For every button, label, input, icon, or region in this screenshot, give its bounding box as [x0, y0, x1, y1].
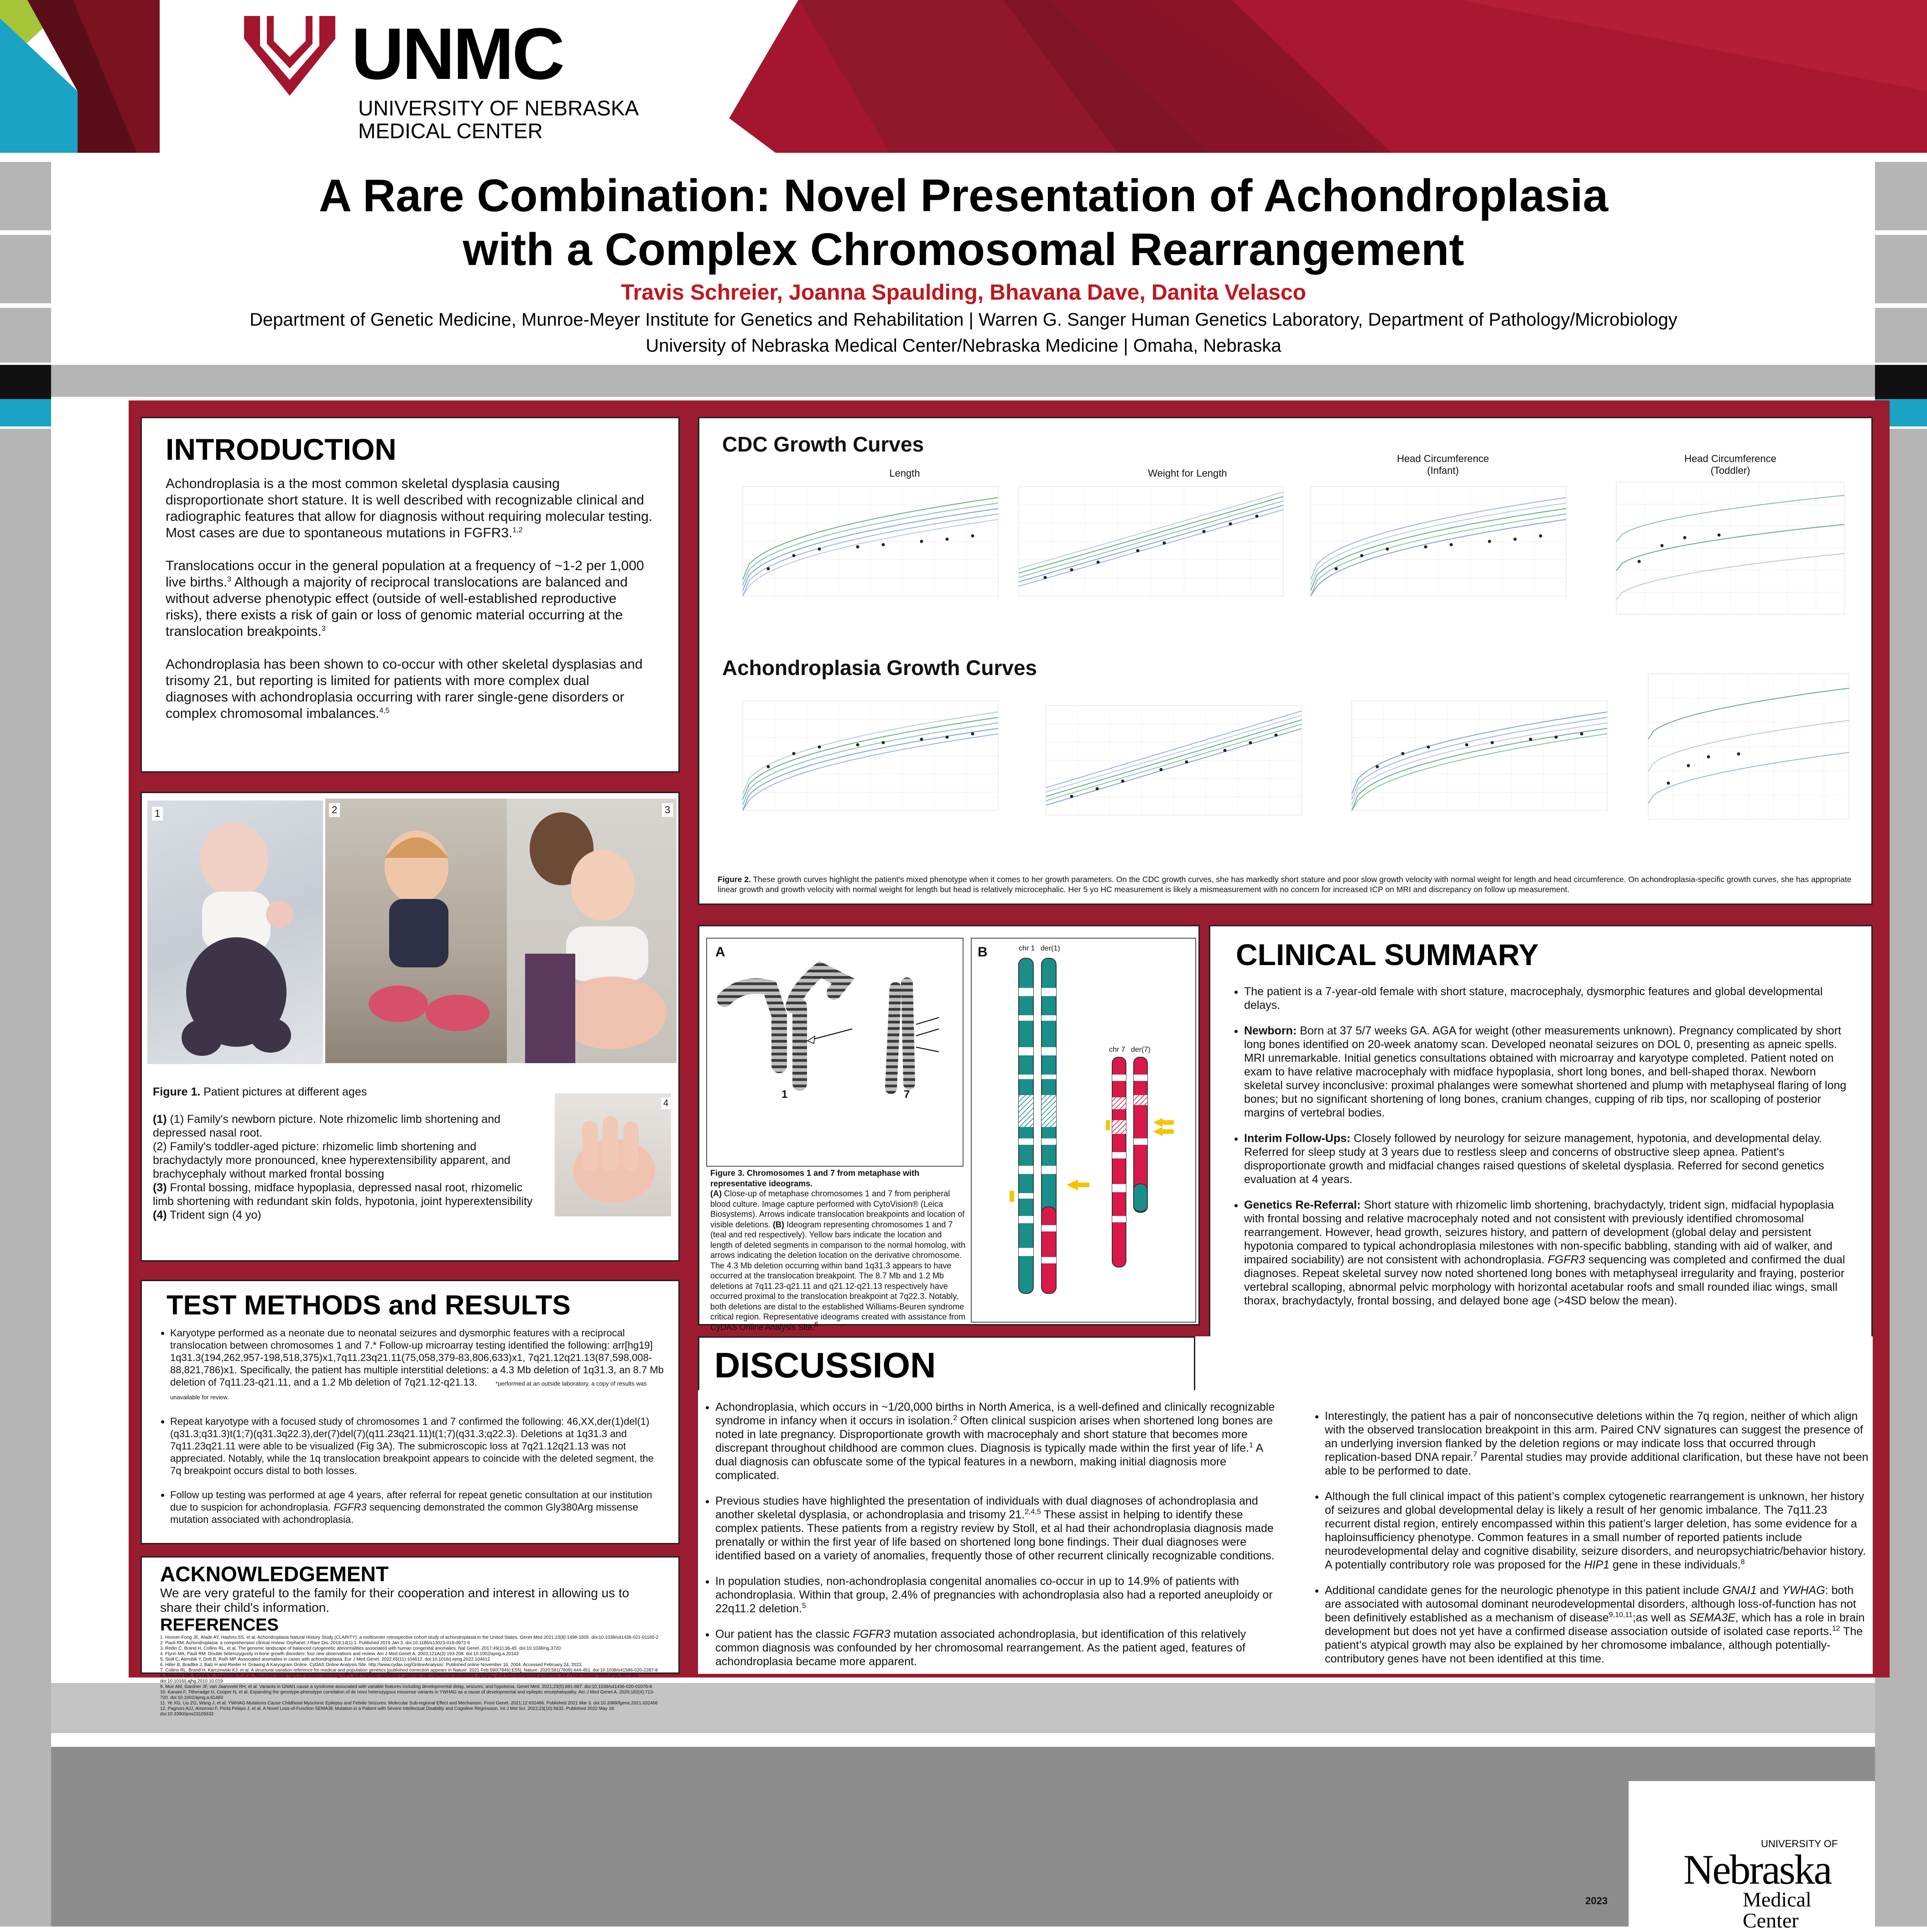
toddler-figure-icon — [325, 799, 507, 1063]
logo-sub1: UNIVERSITY OF NEBRASKA — [358, 96, 639, 120]
cdc-chart-3-data-point — [1335, 567, 1338, 571]
ach-chart-4-data-point — [1707, 755, 1710, 758]
col-label-weight: Weight for Length — [1148, 467, 1227, 479]
footer-logo-top: UNIVERSITY OF — [1761, 1838, 1838, 1849]
authors: Travis Schreier, Joanna Spaulding, Bhavana Dave, Danita Velasco — [621, 280, 1306, 305]
methods-panel — [141, 1280, 680, 1544]
photo-held-child — [507, 799, 677, 1063]
clinical-summary-title: CLINICAL SUMMARY — [1236, 938, 1539, 971]
clinical-bullet-3: • Interim Follow-Ups: Closely followed by neurology for seizure management, hypotonia, and developmental delay. Referred for sleep study at 3 years due to restless sleep and concerns of obstructive sleep apnea. Patient's disproportionate growth and midfacial changes raised questions of skeletal dysplasia. Referred for second genetics evaluation at 4 years. — [1244, 1132, 1853, 1186]
title-line1: A Rare Combination: Novel Presentation of Achondroplasia — [318, 170, 1609, 221]
ach-chart-2-data-point — [1160, 768, 1163, 771]
photo-newborn — [147, 800, 323, 1064]
cdc-chart-1-data-point — [882, 543, 885, 546]
footer-year: 2023 — [1585, 1895, 1608, 1906]
ach-chart-1-data-point — [882, 741, 885, 744]
chr-label-7: 7 — [904, 1088, 910, 1101]
cdc-chart-3-data-point — [1360, 554, 1364, 557]
cdc-chart-3-data-point — [1488, 540, 1491, 543]
reference-item: 2. Pauli RM. Achondroplasia: a comprehensive clinical review. Orphanet J Rare Dis. 2019;14(1):1. Published 2019 Jan 3. doi:10.1186/s13023-018-0972-6 — [160, 1641, 470, 1646]
acknowledgement-panel — [141, 1556, 680, 1717]
cdc-chart-3-data-point — [1386, 547, 1389, 551]
cdc-chart-2-data-point — [1070, 568, 1073, 571]
discussion-title: DISCUSSION — [714, 1345, 936, 1385]
intro-paragraph-2: Translocations occur in the general population at a frequency of ~1-2 per 1,000 live births.$^3$ Although a majority of reciprocal translocations are balanced and without adverse phenotypic effect (outside of well-established reproductive risks), there exists a risk of gain or loss of genomic material occurring at the translocation breakpoints.$^3$ — [166, 558, 644, 639]
discussion-right-2: • Although the full clinical impact of this patient’s complex cytogenetic rearrangement is unknown, her history of seizures and global developmental delay is likely a result of her genomic imbalance. The 7q11.23 recurrent distal region, entirely encompassed within this patient’s larger deletion, has some evidence for a haploinsufficiency phenotype. Common features in a small number of reported patients include neurodevelopmental delay and cognitive disability, seizure disorders, and neuropsychiatric/behavior history. A potentially contributory role was proposed for the HIP1 gene in these individuals.$^8$ — [1325, 1490, 1872, 1572]
intro-paragraph-1: Achondroplasia is a the most common skeletal dysplasia causing disproportionate short stature. It is well described with recognizable clinical and radiographic features that allow for diagnosis without requiring molecular testing. Most cases are due to spontaneous mutations in FGFR3.$^{1,2}$ — [166, 476, 653, 540]
cdc-chart-2-data-point — [1229, 522, 1232, 525]
ach-chart-4-data-point — [1687, 764, 1690, 767]
cdc-chart-1-data-point — [818, 547, 821, 551]
cdc-chart-2-data-point — [1255, 514, 1259, 518]
reference-item: 4. Flynn MA, Pauli RM. Double heterozygosity in bone growth disorders: four new observations and review. Am J Med Genet A. 2003;121A(3):193-208. doi:10.1002/ajmg.a.20143 — [160, 1652, 519, 1657]
title-underline-stripe — [51, 365, 1875, 397]
ideogram-graphic — [971, 938, 1194, 1321]
methods-bullet-1: • Karyotype performed as a neonate due to neonatal seizures and dysmorphic features with a reciprocal translocation between chromosomes 1 and 7.* Follow-up microarray testing identified the following: arr[hg19] 1q31.3(194,262,957-198,518,375)x1,7q11.23q21.11(75,058,379-83,806,633)x1, 7q21.12q21.13(87,598,008-88,821,786)x1. Specifically, the patient has multiple interstitial deletions: a 4.3 Mb deletion of 1q31.3, an 8.7 Mb deletion of 7q11.23-q21.11, and a 1.2 Mb deletion of 7q21.12-q21.13. *performed at an outside laboratory, a copy of results was unavailable for review. — [170, 1327, 666, 1403]
ach-chart-2-data-point — [1224, 749, 1227, 752]
ideo-label-chr7: chr 7 — [1109, 1046, 1125, 1054]
discussion-right-list — [1309, 1409, 1872, 1678]
col-label-length: Length — [889, 467, 920, 479]
methods-title: TEST METHODS and RESULTS — [167, 1290, 571, 1320]
ach-chart-1-data-point — [818, 745, 821, 748]
cdc-chart-3-data-point — [1539, 535, 1542, 538]
cdc-chart-1-data-point — [971, 535, 974, 538]
references-title: REFERENCES — [160, 1615, 279, 1635]
photo-label-2: 2 — [329, 803, 340, 817]
figure1-item-1: (1) (1) Family's newborn picture. Note rhizomelic limb shortening and depressed nasal root. — [153, 1113, 501, 1139]
discussion-left-list — [700, 1400, 1276, 1680]
figure1-item-4: (4) Trident sign (4 yo) — [153, 1209, 261, 1221]
photo-toddler — [325, 799, 507, 1063]
cdc-chart-2-data-point — [1044, 576, 1047, 579]
clinical-bullet-4: • Genetics Re-Referral: Short stature with rhizomelic limb shortening, brachydactyly, trident sign, midfacial hypoplasia with frontal bossing and relative macrocephaly noted and not consistent with previously identified chromosomal rearrangement. However, head growth, seizures history, and pattern of development (global delay and persistent hypotonia compared to typical achondroplasia milestones with non-specific babbling, standing with aid of walker, and impaired sociability) are not consistent with achondroplasia. FGFR3 sequencing was completed and confirmed the dual diagnoses. Repeat skeletal survey now noted shortened long bones with metaphyseal irregularity and fraying, posterior vertebral scalloping, abnormal pelvic morphology with horizontal acetabular roofs and small rounded iliac wings, small thorax, brachydactyly, frontal bossing, and delayed bone age (>4SD below the mean). — [1244, 1198, 1853, 1308]
methods-bullet-3: • Follow up testing was performed at age 4 years, after referral for repeat genetic consultation at our institution due to suspicion for achondroplasia. FGFR3 sequencing demonstrated the common Gly380Arg missense mutation associated with achondroplasia. — [170, 1489, 666, 1526]
clinical-list — [1229, 985, 1853, 1308]
discussion-panel — [698, 1336, 1873, 1674]
ach-chart-1-data-point — [920, 738, 923, 741]
references-list — [160, 1635, 660, 1717]
header-band — [0, 0, 1927, 153]
ach-chart-2-data-point — [1096, 787, 1099, 790]
footer-logo-sub: Medical Center — [1743, 1888, 1812, 1932]
reference-item: 5. Stoll C, Alembik Y, Dott B, Roth MP. Associated anomalies in cases with achondroplasia. Eur J Med Genet. 2022;65(11):104612. doi:10.1016/j.ejmg.2022.104612 — [160, 1657, 490, 1662]
held-child-figure-icon — [507, 799, 677, 1063]
cdc-title: CDC Growth Curves — [722, 432, 924, 456]
cdc-chart-1-data-point — [920, 540, 923, 543]
ach-chart-1-data-point — [792, 752, 796, 755]
introduction-panel — [141, 417, 680, 773]
reference-item: 1. Hoover-Fong JE, Alade AY, Hashmi SS, et al. Achondroplasia Natural History Study (CLARITY): a multicenter retrospective cohort study of achondroplasia in the United States. Genet Med 2021;23(8):1498-1505. doi:10.1038/s41436-021-01165-2 — [160, 1635, 659, 1640]
figure2-caption: Figure 2. These growth curves highlight the patient's mixed phenotype when it comes to her growth parameters. On the CDC growth curves, she has markedly short stature and poor slow growth velocity with normal weight for length and head circumference. On achondroplasia-specific growth curves, she has appropriate linear growth and growth velocity with normal weight for length but head is relatively microcephalic. Her 5 yo HC measurement is likely a mismeasurement with no concern for increased ICP on MRI and discrepancy on follow up measurement. — [718, 875, 1852, 894]
growth-curves-panel — [698, 417, 1873, 905]
ideo-label-der7: der(7) — [1131, 1046, 1151, 1054]
clinical-summary-panel — [1209, 925, 1873, 1371]
acknowledgement-text: We are very grateful to the family for their cooperation and interest in allowing us to share their child's information. — [160, 1586, 630, 1615]
ach-chart-2-data-point — [1249, 741, 1252, 744]
ach-chart-1-data-point — [971, 732, 974, 736]
cdc-chart-4-data-point — [1718, 534, 1721, 537]
cdc-chart-3-data-point — [1424, 545, 1427, 549]
cdc-chart-2-data-point — [1097, 561, 1100, 564]
discussion-right-1: • Interestingly, the patient has a pair of nonconsecutive deletions within the 7q region, neither of which align with the observed translocation breakpoint in this arm. Paired CNV signatures can suggest the presence of an underlying inversion flanked by the deletion regions or may indicate loss that occurred through replication-based DNA repair.$^7$ Parental studies may provide additional clarification, but these have not been able to be performed to date. — [1325, 1409, 1872, 1478]
reference-item: 8. Ramocki MB, Bartnik M, Szafranski P, et al. Recurrent distal 7q11.23 deletion including HIP1 and YWHAG identified in patients with intellectual disabilities, epilepsy, and neurobehavioral problems. Am J Hum Genet. 2010;87(6):857-865. doi:10.1016/j.ajhg.2010.10.019 — [160, 1673, 639, 1684]
discussion-left-2: • Previous studies have highlighted the presentation of individuals with dual diagnoses of achondroplasia and another skeletal dysplasia, or achondroplasia and trisomy 21.$^{2,4,5}$ These assist in helping to identify these complex patients. These patients from a registry review by Stoll, et al had their achondroplasia diagnosis made prenatally or within the first year of life based on shortened long bone findings. Their dual diagnoses were identified based on a variety of anomalies, frequently those of other recurrent clinically recognizable conditions. — [715, 1494, 1276, 1563]
ach-chart-2-data-point — [1275, 733, 1278, 737]
affiliation-2: University of Nebraska Medical Center/Nebraska Medicine | Omaha, Nebraska — [646, 336, 1281, 356]
metaphase-chromosomes-graphic — [706, 938, 962, 1165]
figure3-caption: Figure 3. Chromosomes 1 and 7 from metaphase with representative ideograms. (A) Close-up of metaphase chromosomes 1 and 7 from peripheral blood culture. Image capture performed with CytoVision® (Leica Biosystems). Arrows indicate translocation breakpoints and location of visible deletions. (B) Ideogram representing chromosomes 1 and 7 (teal and red respectively). Yellow bars indicate the location and length of deleted segments in comparison to the normal homolog, with arrows indicating the deletion location on the derivative chromosome. The 4.3 Mb deletion occurring within band 1q31.3 appears to have occurred at the translocation breakpoint. The 8.7 Mb and 1.2 Mb deletions at 7q11.23-q21.11 and q21.12-q21.13 respectively have occurred proximal to the translocation breakpoint at 7q22.3. Notably, both deletions are distal to the established Williams-Beuren syndrome critical region. Representative ideograms created with assistance from CyDAS Online Analysis Site.6 — [710, 1169, 966, 1332]
cdc-chart-1-data-point — [792, 554, 796, 557]
reference-item: 9. Muir AM, Gardner JF, van Jaarsveld RH, et al. Variants in GNAI1 cause a syndrome associated with variable features including developmental delay, seizures, and hypotonia. Genet Med. 2021;23(5):881-887. doi:10.1038/s41436-020-01076-8 — [160, 1684, 652, 1689]
ach-chart-1-data-point — [767, 765, 770, 769]
introduction-title: INTRODUCTION — [166, 432, 396, 466]
ach-chart-4-data-point — [1737, 753, 1740, 756]
logo-text: UNMC — [351, 13, 563, 94]
reference-item: 6. Hiller B, Bradtke J, Balz H and Rieder H. Drawing A Karyogram Online. CyDAS Online Analysis Site. http://www.cydas.org/OnlineAnalysis/. Published online November 16, 2004. Accessed February 24, 2023. — [160, 1662, 583, 1667]
chr-label-1: 1 — [781, 1088, 788, 1101]
reference-item: 10. Kanani F, Titheradge H, Cooper N, et al. Expanding the genotype-phenotype correlation of de novo heterozygous missense variants in YWHAG as a cause of developmental and epileptic encephalopathy. Am J Med Genet A. 2020;182(4):713-720. doi:10.1002/ajmg.a.61483 — [160, 1690, 655, 1700]
reference-item: 12. Pagnoni AJJ, Amoroso F, Porta Pelayo J, et al. A Novel Loss-of-Function SEMA3E Mutation in a Patient with Severe Intellectual Disability and Cognitive Regression. Int J Mol Sci. 2022;23(10):5632. Published 2022 May 18. doi:10.3390/ijms23105632 — [160, 1706, 615, 1717]
methods-list — [155, 1327, 666, 1526]
hand-icon — [555, 1093, 671, 1216]
photo-label-4: 4 — [661, 1098, 671, 1109]
acknowledgement-title: ACKNOWLEDGEMENT — [160, 1562, 389, 1586]
unmc-shield-icon — [242, 14, 338, 100]
cdc-chart-1-data-point — [946, 538, 949, 541]
ach-chart-3-data-point — [1491, 741, 1494, 744]
discussion-left-4: • Our patient has the classic FGFR3 mutation associated achondroplasia, but identification of this relatively common diagnosis was confounded by her chromosomal rearrangement. As the patient aged, features of achondroplasia became more apparent. — [715, 1627, 1276, 1668]
ach-chart-3-data-point — [1376, 765, 1379, 769]
cdc-chart-3-data-point — [1450, 543, 1453, 546]
ach-chart-3-data-point — [1427, 745, 1430, 748]
newborn-figure-icon — [147, 800, 323, 1064]
methods-bullet-2: • Repeat karyotype with a focused study of chromosomes 1 and 7 confirmed the following: 46,XX,der(1)del(1)(q31.3;q31.3)t(1;7)(q31.3q22.3),der(7)del(7)(q11.23q21.11)t(1;7)(q31.3;q22.3). Deletions at 1q31.3 and 7q11.23q21.11 were able to be visualized (Fig 3A). The submicroscopic loss at 7q21.12q21.13 was not appreciated. Notably, while the 1q translocation breakpoint appears to coincide with the deleted segment, the 7q breakpoint occurs distal to both losses. — [170, 1415, 666, 1477]
ach-chart-3-data-point — [1529, 738, 1532, 741]
cdc-chart-2-data-point — [1163, 541, 1166, 545]
title-line2: with a Complex Chromosomal Rearrangement — [463, 224, 1464, 275]
ach-chart-2-data-point — [1070, 795, 1073, 798]
cdc-chart-2-data-point — [1136, 549, 1140, 552]
footer-logo-main: Nebraska — [1683, 1846, 1831, 1893]
ach-chart-4-data-point — [1667, 782, 1670, 785]
growth-curves-graphic — [699, 418, 1874, 874]
fig3-label-b: B — [978, 945, 988, 960]
figure1-item-2: (2) Family's toddler-aged picture: rhizomelic limb shortening and brachydactyly more pronounced, knee hyperextensibility apparent, and brachycephaly without marked frontal bossing — [153, 1140, 510, 1180]
intro-paragraph-3: Achondroplasia has been shown to co-occur with other skeletal dysplasias and trisomy 21, but reporting is limited for patients with more complex dual diagnoses with achondroplasia occurring with rarer single-gene disorders or complex chromosomal imbalances.$^{4,5}$ — [166, 657, 643, 721]
col-label-hc-infant: Head Circumference (Infant) — [1397, 453, 1489, 476]
fig3-label-a: A — [715, 945, 725, 960]
left-stripes — [0, 153, 51, 1927]
cdc-chart-3-data-point — [1514, 538, 1517, 541]
cdc-chart-4-data-point — [1638, 560, 1641, 563]
discussion-right-3: • Additional candidate genes for the neurologic phenotype in this patient include GNAI1 and YWHAG: both are associated with autosomal dominant neurodevelopmental disorders, although loss-of-function has not been definitively established as a mechanism of disease$^{9,10,11}$;as well as SEMA3E, which has a role in brain development but does not yet have a confirmed disease association outside of isolated case reports.$^{12}$ The patient’s atypical growth may also be explained by her chromosome imbalance, although potentially-contributory genes have not been identified at this time. — [1325, 1584, 1872, 1666]
cdc-chart-1-data-point — [856, 545, 859, 549]
cdc-chart-1-data-point — [767, 567, 770, 571]
ach-chart-3-data-point — [1555, 736, 1558, 739]
reference-item: 3. Redin C, Brand H, Collins RL, et al. The genomic landscape of balanced cytogenetic abnormalities associated with human congenital anomalies. Nat Genet. 2017;49(1):36-45. doi:10.1038/ng.3720 — [160, 1646, 561, 1651]
cdc-chart-4-data-point — [1683, 536, 1687, 539]
clinical-bullet-2: • Newborn: Born at 37 5/7 weeks GA. AGA for weight (other measurements unknown). Pregnancy complicated by short long bones identified on 20-week anatomy scan. Developed neonatal seizures on DOL 0, presenting as apneic spells. MRI unremarkable. Initial genetics consultations obtained with microarray and karyotype completed. Patient noted on exam to have relative macrocephaly with midface hypoplasia, short long bones, and bell-shaped thorax. Newborn skeletal survey inconclusive: proximal phalanges were somewhat shortened and plump with metaphyseal flaring of long bones; but no significant shortening of long bones, cranium changes, cupping of rib tips, nor scalloping of posterior margins of vertebral bodies. — [1244, 1024, 1853, 1120]
logo-sub2: MEDICAL CENTER — [358, 119, 543, 143]
cdc-chart-2-data-point — [1203, 530, 1206, 533]
photo-label-3: 3 — [662, 803, 673, 817]
clinical-bullet-1: • The patient is a 7-year-old female with short stature, macrocephaly, dysmorphic features and global developmental delays. — [1244, 985, 1853, 1012]
col-label-hc-toddler: Head Circumference (Toddler) — [1684, 453, 1776, 476]
discussion-left-3: • In population studies, non-achondroplasia congenital anomalies co-occur in up to 14.9% of patients with achondroplasia. Within that group, 2.4% of pregnancies with achondroplasia also had a reported aneuploidy or 22q11.2 deletion.$^5$ — [715, 1574, 1276, 1615]
photo-label-1: 1 — [152, 807, 163, 821]
ach-title: Achondroplasia Growth Curves — [722, 656, 1037, 680]
discussion-left-1: • Achondroplasia, which occurs in ~1/20,000 births in North America, is a well-defined and clinically recognizable syndrome in infancy when it occurs in isolation.$^2$ Often clinical suspicion arises when shortened long bones are noted in late pregnancy. Disproportionate growth with macrocephaly and short stature that becomes more discrepant throughout childhood are common clues. Diagnosis is typically made within the first year of life.$^1$ A dual diagnosis can obfuscate some of the typical features in a newborn, making initial diagnosis more complicated. — [715, 1400, 1276, 1482]
ideo-label-chr1: chr 1 — [1019, 945, 1035, 952]
ach-chart-3-data-point — [1401, 752, 1405, 755]
reference-item: 7. Collins RL, Brand H, Karczewski KJ, et al. A structural variation reference for medical and population genetics [published correction appears in Nature. 2021 Feb;590(7846):E55]. Nature. 2020;581(7809):444-451. doi:10.1038/s41586-020-2287-8 — [160, 1668, 658, 1673]
figure1-item-3: (3) Frontal bossing, midface hypoplasia, depressed nasal root, rhizomelic limb shortening with redundant skin folds, hypotonia, joint hyperextensibility — [153, 1181, 533, 1208]
cdc-chart-4-data-point — [1661, 544, 1664, 547]
poster-title — [91, 169, 1836, 358]
footer-logo — [1683, 1838, 1866, 1931]
ideo-label-der1: der(1) — [1041, 945, 1060, 952]
figure1-caption — [153, 1085, 545, 1222]
figure1-panel — [141, 792, 680, 1262]
photo-hand — [555, 1093, 671, 1216]
ach-chart-3-data-point — [1580, 732, 1583, 736]
ach-chart-1-data-point — [856, 743, 859, 747]
ach-chart-1-data-point — [946, 736, 949, 739]
ach-chart-3-data-point — [1465, 743, 1469, 747]
figure1-caption-title: Figure 1. Patient pictures at different ages — [153, 1085, 367, 1098]
affiliation-1: Department of Genetic Medicine, Munroe-Meyer Institute for Genetics and Rehabilitation | Warren G. Sanger Human Genetics Laboratory, Department of Pathology/Microbiology — [250, 310, 1677, 330]
ach-chart-2-data-point — [1185, 760, 1188, 763]
ach-chart-2-data-point — [1121, 779, 1125, 783]
figure3-panel — [698, 925, 1200, 1332]
reference-item: 11. Ye XG, Liu ZG, Wang J, et al. YWHAG Mutations Cause Childhood Myoclonic Epilepsy and Febrile Seizures: Molecular Sub-regional Effect and Mechanism. Front Genet. 2021;12:632466. Published 2021 Mar 3. doi:10.3389/fgene.2021.632466 — [160, 1701, 658, 1706]
